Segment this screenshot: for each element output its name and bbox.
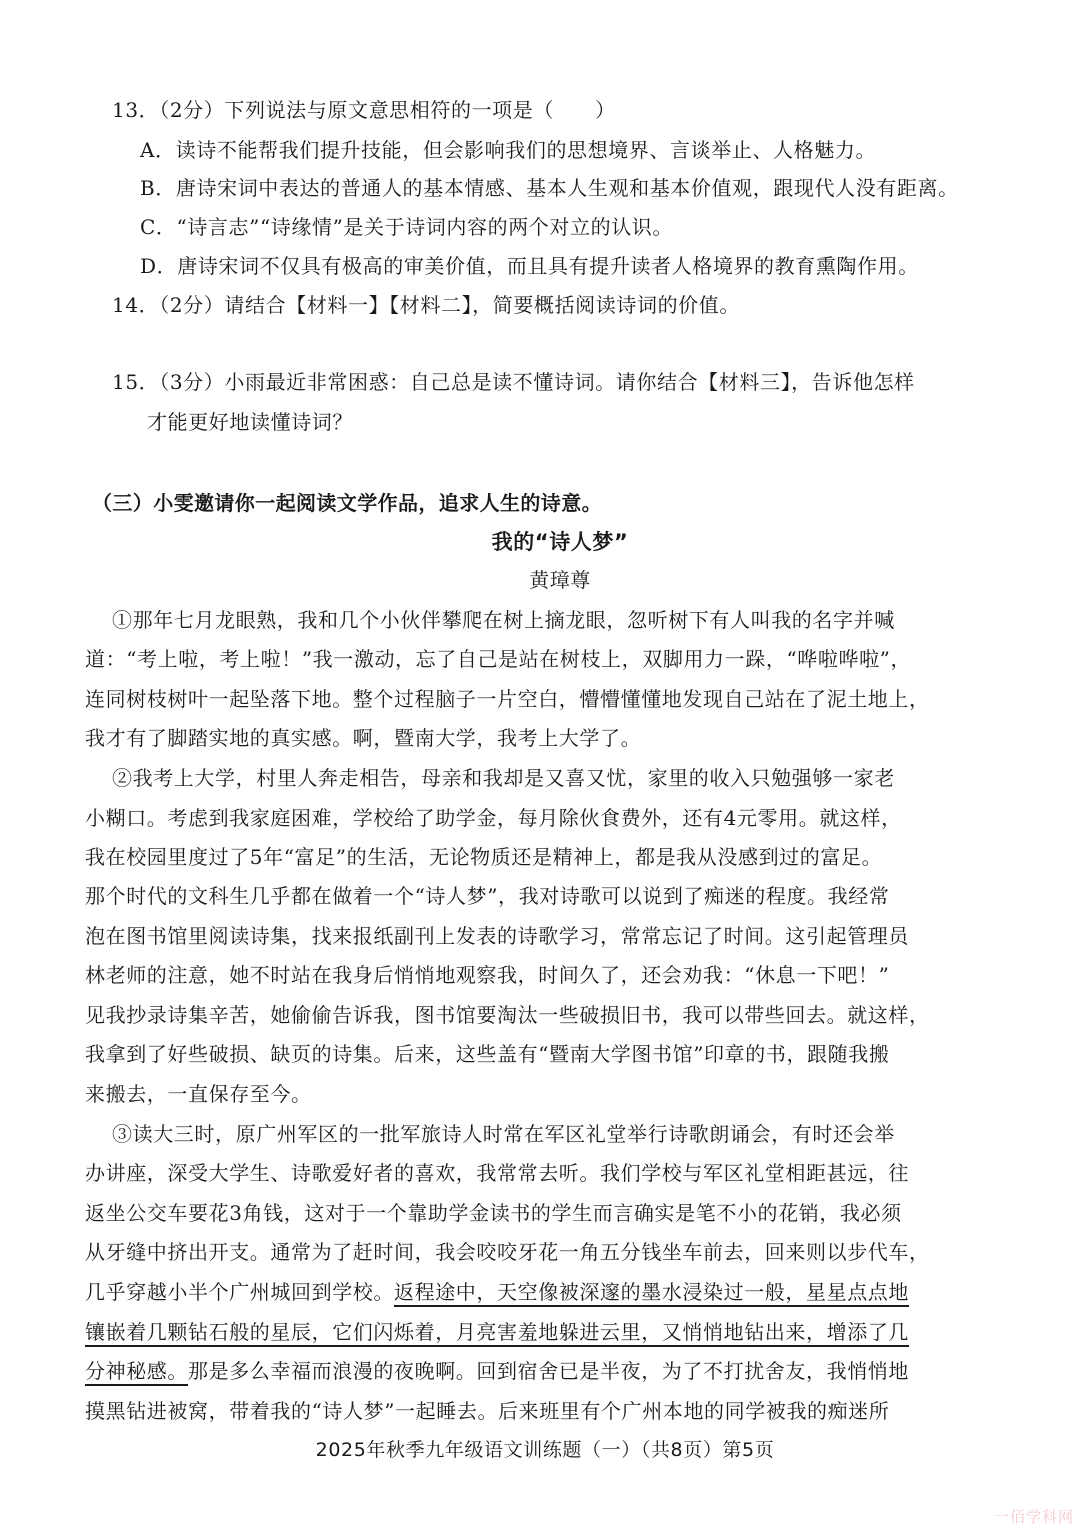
paragraph-2-line: 我在校园里度过了5年“富足”的生活，无论物质还是精神上，都是我从没感到过的富足。 (85, 845, 883, 869)
paragraph-2-line: ②我考上大学，村里人奔走相告，母亲和我却是又喜又忧，家里的收入只勉强够一家老 (112, 766, 895, 790)
paragraph-3-plain-text: 几乎穿越小半个广州城回到学校。 (85, 1280, 394, 1304)
paragraph-3-plain-text: 那是多么幸福而浪漫的夜晚啊。回到宿舍已是半夜，为了不打扰舍友，我悄悄地 (188, 1359, 909, 1383)
question-13-option-a: A．读诗不能帮我们提升技能，但会影响我们的思想境界、言谈举止、人格魅力。 (140, 138, 877, 162)
paragraph-2-line: 见我抄录诗集辛苦，她偷偷告诉我，图书馆要淘汰一些破损旧书，我可以带些回去。就这样， (85, 1003, 930, 1027)
paragraph-2-line: 那个时代的文科生几乎都在做着一个“诗人梦”，我对诗歌可以说到了痴迷的程度。我经常 (85, 884, 890, 908)
paragraph-1-line: 道：“考上啦，考上啦！”我一激动，忘了自己是站在树枝上，双脚用力一跺，“哗啦哗啦”， (85, 647, 912, 671)
question-15-stem-line2: 才能更好地读懂诗词？ (147, 410, 353, 434)
paragraph-3-line: 从牙缝中挤出开支。通常为了赶时间，我会咬咬牙花一角五分钱坐车前去，回来则以步代车， (85, 1240, 930, 1264)
underlined-passage: 镶嵌着几颗钻石般的星辰，它们闪烁着，月亮害羞地躲进云里，又悄悄地钻出来，增添了几 (85, 1320, 909, 1344)
paragraph-3-line-underlined (85, 1318, 909, 1346)
question-15-stem-line1: 15．（3分）小雨最近非常困惑：自己总是读不懂诗词。请你结合【材料三】，告诉他怎样 (112, 370, 915, 394)
paragraph-3-line: 办讲座，深受大学生、诗歌爱好者的喜欢，我常常去听。我们学校与军区礼堂相距甚远，往 (85, 1161, 909, 1185)
question-13-stem: 13．（2分）下列说法与原文意思相符的一项是（ ） (112, 98, 616, 122)
paragraph-3-line: 摸黑钻进被窝，带着我的“诗人梦”一起睡去。后来班里有个广州本地的同学被我的痴迷所 (85, 1399, 890, 1423)
paragraph-1-line: ①那年七月龙眼熟，我和几个小伙伴攀爬在树上摘龙眼，忽听树下有人叫我的名字并喊 (112, 608, 895, 632)
paragraph-2-line: 我拿到了好些破损、缺页的诗集。后来，这些盖有“暨南大学图书馆”印章的书，跟随我搬 (85, 1042, 890, 1066)
question-14-stem: 14．（2分）请结合【材料一】【材料二】，简要概括阅读诗词的价值。 (112, 293, 740, 317)
question-13-option-c: C．“诗言志”“诗缘情”是关于诗词内容的两个对立的认识。 (140, 215, 674, 239)
paragraph-1-line: 我才有了脚踏实地的真实感。啊，暨南大学，我考上大学了。 (85, 726, 642, 750)
paragraph-3-line-mixed (85, 1357, 909, 1385)
article-author: 黄璋尊 (529, 568, 591, 592)
paragraph-3-line: ③读大三时，原广州军区的一批军旅诗人时常在军区礼堂举行诗歌朗诵会，有时还会举 (112, 1122, 895, 1146)
article-title: 我的“诗人梦” (491, 530, 629, 554)
underlined-passage: 返程途中，天空像被深邃的墨水浸染过一般，星星点点地 (394, 1280, 909, 1304)
page-footer: 2025年秋季九年级语文训练题（一）（共8页）第5页 (315, 1439, 775, 1461)
watermark: 一佰学科网 (993, 1508, 1074, 1526)
underlined-passage: 分神秘感。 (85, 1359, 188, 1383)
paragraph-3-line-mixed (85, 1278, 909, 1306)
paragraph-1-line: 连同树枝树叶一起坠落下地。整个过程脑子一片空白，懵懵懂懂地发现自己站在了泥土地上， (85, 687, 930, 711)
paragraph-2-line: 小糊口。考虑到我家庭困难，学校给了助学金，每月除伙食费外，还有4元零用。就这样， (85, 806, 902, 830)
paragraph-2-line: 林老师的注意，她不时站在我身后悄悄地观察我，时间久了，还会劝我：“休息一下吧！” (85, 963, 890, 987)
paragraph-3-line: 返坐公交车要花3角钱，这对于一个靠助学金读书的学生而言确实是笔不小的花销，我必须 (85, 1201, 902, 1225)
question-13-option-d: D．唐诗宋词不仅具有极高的审美价值，而且具有提升读者人格境界的教育熏陶作用。 (140, 254, 919, 278)
paragraph-2-line: 泡在图书馆里阅读诗集，找来报纸副刊上发表的诗歌学习，常常忘记了时间。这引起管理员 (85, 924, 909, 948)
section-heading: （三）小雯邀请你一起阅读文学作品，追求人生的诗意。 (92, 491, 602, 515)
question-13-option-b: B．唐诗宋词中表达的普通人的基本情感、基本人生观和基本价值观，跟现代人没有距离。 (140, 176, 959, 200)
paragraph-2-line: 来搬去，一直保存至今。 (85, 1082, 312, 1106)
